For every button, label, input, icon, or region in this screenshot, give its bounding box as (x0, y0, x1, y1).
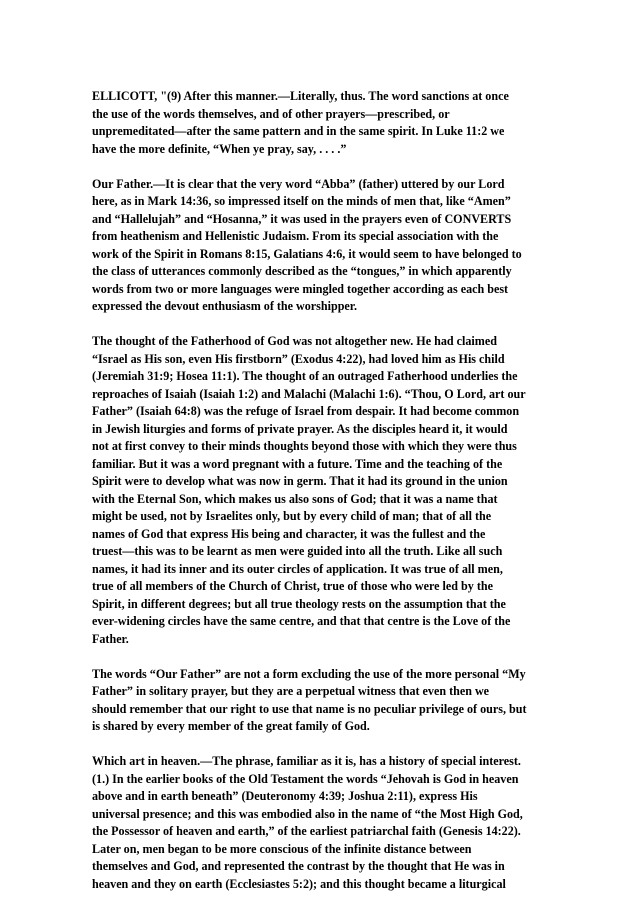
paragraph-our-father-words (92, 666, 552, 736)
text-line: names, it had its inner and its outer circles of application. It was true of all men, (92, 561, 503, 576)
text-line: universal presence; and this was embodied also in the name of “the Most High God, (92, 806, 523, 821)
text-line: not at first convey to their minds thoughts beyond those with which they were thus (92, 439, 517, 453)
text-line: ever-widening circles have the same centre, and that that centre is the Love of the (92, 614, 511, 628)
text-line: here, as in Mark 14:36, so impressed itself on the minds of men that, like “Amen” (92, 194, 511, 208)
text-line: should remember that our right to use that name is no peculiar privilege of ours, but (92, 701, 527, 716)
text-line: true of all members of the Church of Christ, true of those who were led by the (92, 579, 493, 593)
paragraph-ellicott-intro (92, 88, 552, 158)
text-line: Our Father.—It is clear that the very word “Abba” (father) uttered by our Lord (92, 176, 505, 191)
text-line: might be used, not by Israelites only, but by every child of man; that of all the (92, 509, 492, 523)
text-line: unpremeditated—after the same pattern and in the same spirit. In Luke 11:2 we (92, 124, 505, 138)
text-line: Spirit, in different degrees; but all true theology rests on the assumption that the (92, 596, 506, 611)
text-line: is shared by every member of the great family of God. (92, 719, 370, 733)
text-line: reproaches of Isaiah (Isaiah 1:2) and Malachi (Malachi 1:6). “Thou, O Lord, art our (92, 386, 526, 401)
document-page (92, 88, 552, 911)
text-line: Father” in solitary prayer, but they are a perpetual witness that even then we (92, 684, 490, 698)
text-line: words from two or more languages were mingled together according as each best (92, 281, 509, 296)
text-line: Father. (92, 631, 129, 646)
text-line: The thought of the Fatherhood of God was not altogether new. He had claimed (92, 334, 497, 348)
text-line: Which art in heaven.—The phrase, familiar as it is, has a history of special interest. (92, 754, 521, 768)
paragraph-which-art-in-heaven (92, 753, 552, 893)
paragraph-our-father (92, 176, 552, 316)
text-line: truest—this was to be learnt as men were guided into all the truth. Like all such (92, 544, 503, 558)
text-line: Father” (Isaiah 64:8) was the refuge of Israel from despair. It had become common (92, 404, 520, 418)
text-line: the use of the words themselves, and of other prayers—prescribed, or (92, 106, 450, 121)
text-line: expressed the devout enthusiasm of the worshipper. (92, 299, 358, 313)
text-line: from heathenism and Hellenistic Judaism. From its special association with the (92, 229, 499, 243)
text-line: and “Hallelujah” and “Hosanna,” it was used in the prayers even of CONVERTS (92, 211, 512, 226)
text-line: Spirit were to develop what was now in germ. That it had its ground in the union (92, 474, 508, 488)
paragraph-fatherhood-of-god (92, 333, 552, 648)
text-line: (1.) In the earlier books of the Old Testament the words “Jehovah is God in heaven (92, 771, 519, 786)
text-line: the class of utterances commonly described as the “tongues,” in which apparently (92, 264, 512, 278)
text-line: have the more definite, “When ye pray, say, . . . .” (92, 141, 347, 156)
text-line: with the Eternal Son, which makes us also sons of God; that it was a name that (92, 491, 498, 506)
text-line: Later on, men began to be more conscious of the infinite distance between (92, 841, 472, 856)
text-line: work of the Spirit in Romans 8:15, Galatians 4:6, it would seem to have belonged to (92, 246, 522, 261)
text-line: the Possessor of heaven and earth,” of the earliest patriarchal faith (Genesis 14:22). (92, 824, 521, 838)
text-line: The words “Our Father” are not a form excluding the use of the more personal “My (92, 666, 526, 681)
text-line: heaven and they on earth (Ecclesiastes 5:2); and this thought became a liturgical (92, 876, 506, 891)
text-line: in Jewish liturgies and forms of private prayer. As the disciples heard it, it would (92, 421, 508, 436)
text-line: themselves and God, and represented the contrast by the thought that He was in (92, 859, 505, 873)
text-line: familiar. But it was a word pregnant with a future. Time and the teaching of the (92, 456, 503, 471)
text-line: ELLICOTT, "(9) After this manner.—Literally, thus. The word sanctions at once (92, 89, 509, 103)
text-line: “Israel as His son, even His firstborn” (Exodus 4:22), had loved him as His child (92, 351, 505, 366)
text-line: names of God that express His being and character, it was the fullest and the (92, 526, 486, 541)
text-line: above and in earth beneath” (Deuteronomy 4:39; Joshua 2:11), express His (92, 789, 478, 803)
text-line: (Jeremiah 31:9; Hosea 11:1). The thought of an outraged Fatherhood underlies the (92, 369, 518, 383)
